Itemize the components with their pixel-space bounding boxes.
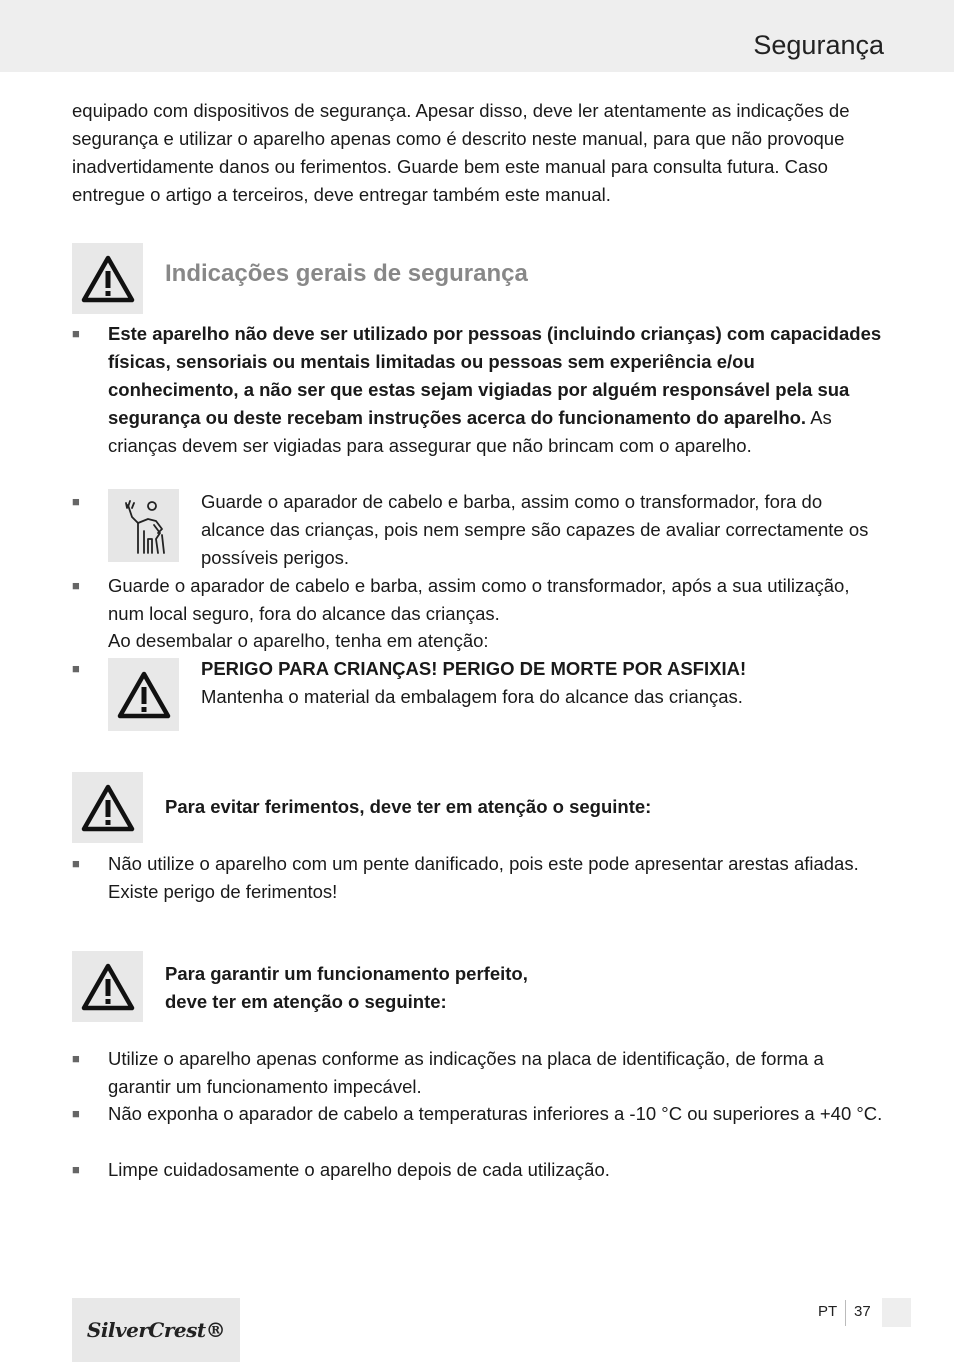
square-bullet: ■ [72,856,80,871]
list-item: Guarde o aparador de cabelo e barba, assim como o transformador, após a sua utilização, num local seguro, fora do alcance das crianças. [108,575,850,624]
list-item: Não exponha o aparador de cabelo a temperaturas inferiores a -10 °C ou superiores a +40 °C. [108,1103,883,1124]
warning-icon-box [108,658,179,731]
warning-icon-box [72,951,143,1022]
list-item: Limpe cuidadosamente o aparelho depois de cada utilização. [108,1159,610,1180]
page-header [0,0,954,72]
square-bullet: ■ [72,326,80,341]
square-bullet: ■ [72,1162,80,1177]
child-icon-box [108,489,179,562]
list-item: Não utilize o aparelho com um pente danificado, pois este pode apresentar arestas afiadas. Existe perigo de ferimentos! [108,853,859,902]
square-bullet: ■ [72,661,80,676]
intro-paragraph: equipado com dispositivos de segurança. Apesar disso, deve ler atentamente as indicações de segurança e utilizar o aparelho apenas como é descrito neste manual, para que não provoque inadvertidamente danos ou ferimentos. Guarde bem este manual para consulta futura. Caso entregue o artigo a terceiros, deve entregar também este manual. [72,100,850,205]
square-bullet: ■ [72,578,80,593]
warning-icon-box [72,243,143,314]
list-item: Mantenha o material da embalagem fora do alcance das crianças. [201,686,743,707]
section-heading-line1: Para garantir um funcionamento perfeito, [165,963,528,984]
square-bullet: ■ [72,1106,80,1121]
section-heading: Para evitar ferimentos, deve ter em atenção o seguinte: [165,796,652,817]
language-code: PT [818,1303,838,1320]
section-title: Indicações gerais de segurança [165,260,528,287]
warning-triangle-icon [81,255,135,303]
page-number: 37 [854,1303,871,1320]
brand-logo-text: SilverCrest® [86,1318,226,1342]
list-item: Utilize o aparelho apenas conforme as indicações na placa de identificação, de forma a garantir um funcionamento impecável. [108,1048,824,1097]
note-text: Ao desembalar o aparelho, tenha em atenção: [108,630,489,651]
warning-triangle-icon [81,784,135,832]
footer-divider [845,1300,846,1326]
brand-logo [72,1298,240,1362]
warning-triangle-icon [81,963,135,1011]
warning-triangle-icon [117,671,171,719]
square-bullet: ■ [72,494,80,509]
page-title: Segurança [753,30,884,60]
square-bullet: ■ [72,1051,80,1066]
section-heading-line2: deve ter em atenção o seguinte: [165,991,447,1012]
page-tab-marker [882,1298,911,1327]
danger-heading: PERIGO PARA CRIANÇAS! PERIGO DE MORTE POR ASFIXIA! [201,658,747,679]
warning-icon-box [72,772,143,843]
list-item: Guarde o aparador de cabelo e barba, assim como o transformador, fora do alcance das crianças, pois nem sempre são capazes de avaliar correctamente os possíveis perigos. [201,491,869,568]
child-safety-icon [116,495,172,557]
list-item: Este aparelho não deve ser utilizado por pessoas (incluindo crianças) com capacidades físicas, sensoriais ou mentais limitadas ou pessoas sem experiência e/ou conhecimento, a não ser que estas sejam vigiadas por alguém responsável pela sua segurança ou deste recebam instruções acerca do funcionamento do aparelho. As crianças devem ser vigiadas para assegurar que não brincam com o aparelho. [108,323,882,456]
